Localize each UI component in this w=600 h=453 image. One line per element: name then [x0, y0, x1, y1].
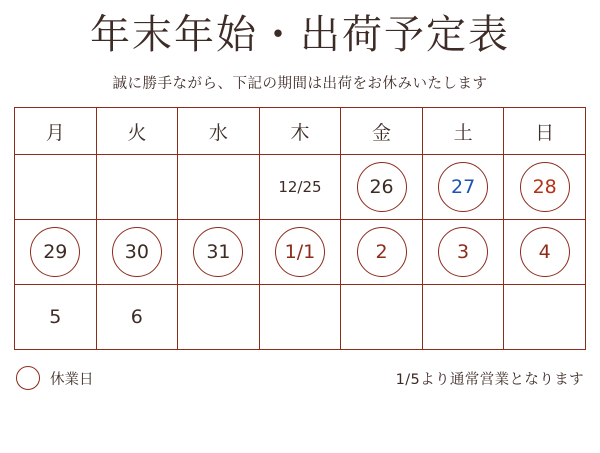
cell-inner: [341, 155, 422, 219]
calendar-cell: [422, 155, 504, 220]
calendar-body: [15, 155, 586, 350]
day-number: [112, 162, 162, 212]
calendar-row: [15, 285, 586, 350]
calendar-cell: [259, 155, 341, 220]
day-number-closed: 27: [438, 162, 488, 212]
legend: [16, 366, 94, 390]
cell-inner: [15, 285, 96, 349]
calendar-cell: [15, 155, 97, 220]
cell-inner: [260, 155, 341, 219]
holiday-calendar-table: [14, 107, 586, 350]
weekday-header-sat: 土: [422, 108, 504, 155]
calendar-cell: [178, 220, 260, 285]
day-number: [193, 162, 243, 212]
weekday-header-wed: 水: [178, 108, 260, 155]
cell-inner: [341, 285, 422, 349]
calendar-cell: [15, 220, 97, 285]
day-number-closed: 26: [357, 162, 407, 212]
page-subtitle: 誠に勝手ながら、下記の期間は出荷をお休みいたします: [112, 76, 488, 92]
circle-icon: [16, 366, 40, 390]
cell-inner: [423, 220, 504, 284]
shipping-schedule-page: [0, 10, 600, 453]
calendar-cell: [96, 285, 178, 350]
calendar-cell: [259, 220, 341, 285]
day-number: [30, 162, 80, 212]
calendar-header: [15, 108, 586, 155]
calendar-cell: [504, 155, 586, 220]
calendar-cell: [422, 285, 504, 350]
cell-inner: [423, 285, 504, 349]
calendar-container: [14, 107, 586, 350]
cell-inner: [97, 155, 178, 219]
calendar-cell: [341, 285, 423, 350]
day-number: [357, 292, 407, 342]
day-number: 12/25: [278, 177, 322, 196]
weekday-header-thu: 木: [259, 108, 341, 155]
calendar-cell: [341, 155, 423, 220]
page-title: 年末年始・出荷予定表: [90, 12, 510, 58]
cell-inner: [15, 155, 96, 219]
calendar-row: [15, 220, 586, 285]
weekday-header-fri: 金: [341, 108, 423, 155]
day-number: [193, 292, 243, 342]
footer: [16, 366, 584, 390]
day-number: [438, 292, 488, 342]
day-number-closed: 1/1: [275, 227, 325, 277]
cell-inner: [178, 285, 259, 349]
calendar-cell: [422, 220, 504, 285]
calendar-cell: [341, 220, 423, 285]
day-number-closed: 29: [30, 227, 80, 277]
cell-inner: [97, 220, 178, 284]
cell-inner: [260, 285, 341, 349]
calendar-cell: [504, 220, 586, 285]
footer-note: 1/5より通常営業となります: [395, 371, 584, 388]
cell-inner: [341, 220, 422, 284]
calendar-cell: [178, 285, 260, 350]
calendar-cell: [96, 155, 178, 220]
cell-inner: [504, 155, 585, 219]
cell-inner: [260, 220, 341, 284]
cell-inner: [178, 155, 259, 219]
day-number-closed: 30: [112, 227, 162, 277]
day-number: 6: [130, 305, 143, 328]
calendar-cell: [15, 285, 97, 350]
day-number: [275, 292, 325, 342]
calendar-row: [15, 155, 586, 220]
cell-inner: [178, 220, 259, 284]
day-number: [520, 292, 570, 342]
cell-inner: [504, 220, 585, 284]
cell-inner: [423, 155, 504, 219]
calendar-header-row: [15, 108, 586, 155]
cell-inner: [504, 285, 585, 349]
day-number-closed: 4: [520, 227, 570, 277]
calendar-cell: [96, 220, 178, 285]
calendar-cell: [259, 285, 341, 350]
legend-label: 休業日: [50, 371, 94, 388]
day-number-closed: 3: [438, 227, 488, 277]
day-number-closed: 2: [357, 227, 407, 277]
weekday-header-sun: 日: [504, 108, 586, 155]
calendar-cell: [178, 155, 260, 220]
day-number-closed: 31: [193, 227, 243, 277]
day-number: 5: [49, 305, 62, 328]
cell-inner: [15, 220, 96, 284]
calendar-cell: [504, 285, 586, 350]
cell-inner: [97, 285, 178, 349]
day-number-closed: 28: [520, 162, 570, 212]
weekday-header-mon: 月: [15, 108, 97, 155]
weekday-header-tue: 火: [96, 108, 178, 155]
